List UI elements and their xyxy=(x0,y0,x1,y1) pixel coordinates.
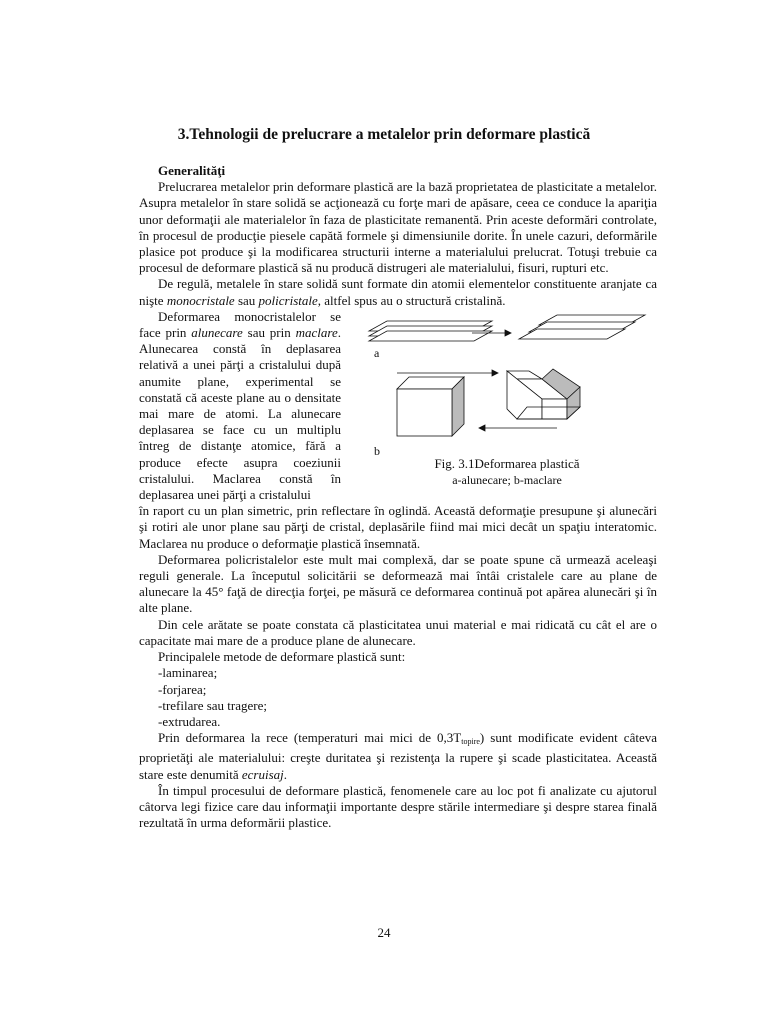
caption-title: Fig. 3.1Deformarea plastică xyxy=(434,455,580,471)
chapter-title: 3.Tehnologii de prelucrare a metalelor prin deformare plastică xyxy=(177,126,591,143)
deformation-diagram xyxy=(357,309,657,454)
paragraph-1: Prelucrarea metalelor prin deformare plastică are la bază proprietatea de plasticitate a metalelor. Asupra metalelor în stare solidă se acţionează cu forţe mari de apăsare, ceea ce conduce la apariţia unor deformaţii ale materialelor în faza de plasticitate remanentă. Prin aceste deformări controlate, în procesul de producţie piesele capătă formele şi dimensiunile dorite. În unele cazuri, deformările plasice pot produce şi la modificarea structurii interne a materialului prelucrat. Totuşi trebuie ca procesul de deformare plastică să nu producă distrugeri ale materialului, fisuri, rupturi etc. xyxy=(139,179,657,276)
paragraph-5: Din cele arătate se poate constata că plasticitatea unui material e mai ridicată cu cât el are o capacitate mai mare de a produce plane de alunecare. xyxy=(139,616,657,648)
paragraph-4: Deformarea policristalelor este mult mai complexă, dar se poate spune că urmează aceleaşi reguli generale. La începutul solicitării se deformează mai întâi cristalele care au plane de alunecare la 45° faţă de direcţia forţei, pe măsură ce deformarea continuă pot apărea alunecări şi în alte plane. xyxy=(139,551,657,616)
figure-caption xyxy=(402,456,612,488)
paragraph-3: Deformarea monocristalelor se face prin alunecare sau prin maclare. Alunecarea constă în deplasarea relativă a unei părţi a cristalului după anumite plane, experimental se constată că aceste plane au o densitate mai mare de atomi. La alunecare deplasarea se face cu un multiplu întreg de distanţe atomice, fără a produce efecte asupra coeziunii cristalului. Maclarea constă în deplasarea unei părţi a cristalului xyxy=(139,308,341,503)
paragraph-2: De regulă, metalele în stare solidă sunt formate din atomii elementelor constituente aranjate ca nişte monocristale sau policristale, altfel spus au o structură cristalină. xyxy=(139,276,657,308)
twin-before-cube xyxy=(397,377,464,436)
twin-after-shape xyxy=(507,369,580,419)
figure-wrap-block xyxy=(139,309,657,503)
figure-label-b: b xyxy=(374,443,380,458)
paragraph-7: Prin deformarea la rece (temperaturi mai mici de $0,3T_{topire}$) sunt modificate evident câteva proprietăţi ale materialului: creşte duritatea şi rezistenţa la rupere şi scade plasticitatea. Această stare este denumită ecruisaj. xyxy=(139,730,657,782)
twin-arrow-bottom xyxy=(479,425,557,431)
paragraph-3-continued: în raport cu un plan simetric, prin reflectare în oglindă. Această deformaţie presupune şi alunecări şi rotiri ale unor plane sau părţi de cristal, deplasările fiind mai mici decât un spaţiu interatomic. Maclarea nu produce o deformaţie plastică însemnată. xyxy=(139,503,657,551)
wrapped-column xyxy=(139,309,341,503)
method-item: -extrudarea. xyxy=(158,713,221,729)
figure-3-1 xyxy=(357,309,657,489)
slip-before-diagram xyxy=(369,321,492,341)
paragraph-8: În timpul procesului de deformare plastică, fenomenele care au loc pot fi analizate cu ajutorul câtorva legi fizice care dau informaţii importante despre stările intermediare şi despre starea finală rezultată în urma deformării plastice. xyxy=(139,782,657,831)
method-item: -trefilare sau tragere; xyxy=(158,697,267,713)
slip-after-diagram xyxy=(519,315,645,339)
twin-arrow-top xyxy=(397,370,498,376)
section-subheading: Generalităţi xyxy=(158,163,226,178)
caption-legend: a-alunecare; b-maclare xyxy=(452,472,562,487)
paragraph-6: Principalele metode de deformare plastică sunt: xyxy=(158,649,406,665)
method-item: -laminarea; xyxy=(158,665,218,681)
body-text xyxy=(139,163,657,831)
method-item: -forjarea; xyxy=(158,681,207,697)
figure-label-a: a xyxy=(374,345,380,360)
page-number: 24 xyxy=(377,925,391,940)
